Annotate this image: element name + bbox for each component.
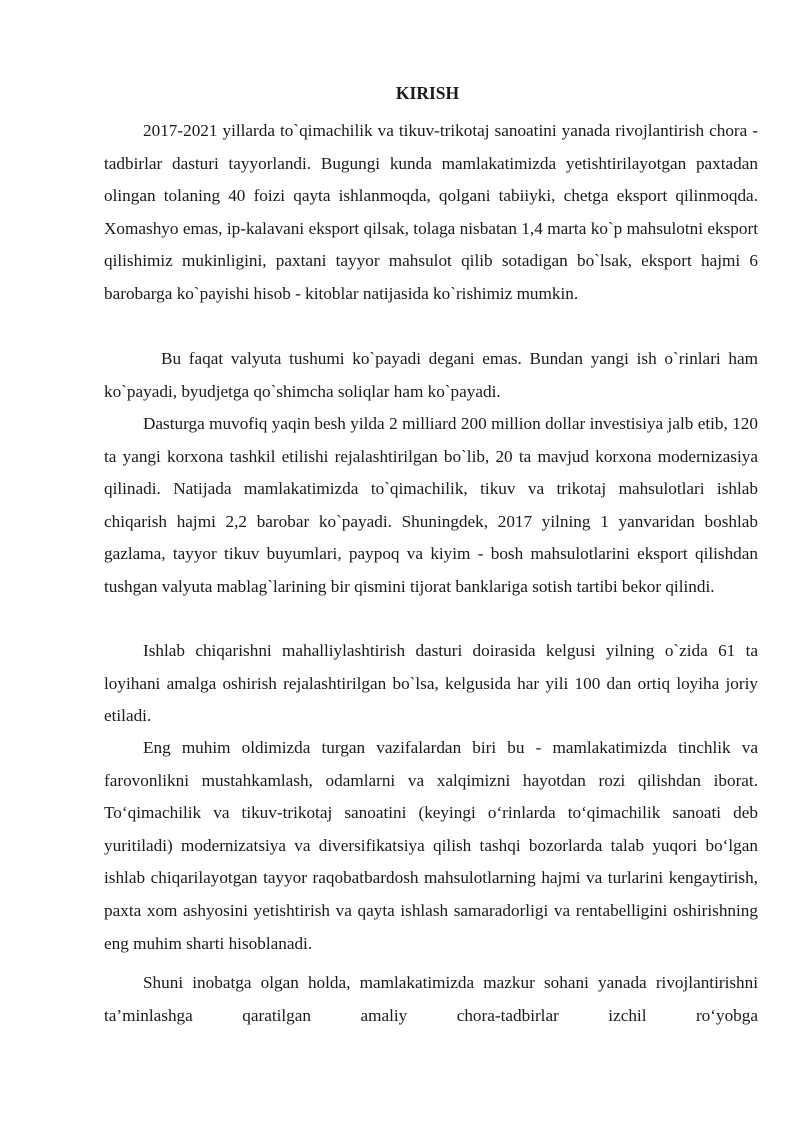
paragraph-2: Bu faqat valyuta tushumi ko`payadi degani emas. Bundan yangi ish o`rinlari ham ko`payadi, byudjetga qo`shimcha soliqlar ham ko`payadi. (104, 349, 758, 401)
page-title: KIRISH (395, 83, 460, 103)
paragraph-1: 2017-2021 yillarda to`qimachilik va tikuv-trikotaj sanoatini yanada rivojlantirish chora - tadbirlar dasturi tayyorlandi. Bugungi kunda mamlakatimizda yetishtirilayotgan paxtadan olingan tolaning 40 foizi qayta ishlanmoqda, qolgani tabiiyki, chetga eksport qilinmoqda. Xomashyo emas, ip-kalavani eksport qilsak, tolaga nisbatan 1,4 marta ko`p mahsulotni eksport qilishimiz mukinligini, paxtani tayyor mahsulot qilib sotadigan bo`lsak, eksport hajmi 6 barobarga ko`payishi hisob - kitoblar natijasida ko`rishimiz mumkin. (104, 121, 758, 303)
paragraph-6: Shuni inobatga olgan holda, mamlakatimizda mazkur sohani yanada rivojlantirishni ta’minlashga qaratilgan amaliy chora-tadbirlar izchil ro‘yobga (104, 973, 758, 1025)
paragraph-4: Ishlab chiqarishni mahalliylashtirish dasturi doirasida kelgusi yilning o`zida 61 ta loyihani amalga oshirish rejalashtirilgan bo`lsa, kelgusida har yili 100 dan ortiq loyiha joriy etiladi. (104, 641, 758, 726)
paragraph-5: Eng muhim oldimizda turgan vazifalardan biri bu - mamlakatimizda tinchlik va farovonlikni mustahkamlash, odamlarni va xalqimizni hayotdan rozi qilishdan iborat. To‘qimachilik va tikuv-trikotaj sanoatini (keyingi o‘rinlarda to‘qimachilik sanoati deb yuritiladi) modernizatsiya va diversifikatsiya qilish tashqi bozorlarda talab yuqori bo‘lgan ishlab chiqarilayotgan tayyor raqobatbardosh mahsulotlarning hajmi va turlarini kengaytirish, paxta xom ashyosini yetishtirish va qayta ishlash samaradorligi va rentabelligini oshirishning eng muhim sharti hisoblanadi. (104, 738, 758, 953)
paragraph-3: Dasturga muvofiq yaqin besh yilda 2 milliard 200 million dollar investisiya jalb etib, 120 ta yangi korxona tashkil etilishi rejalashtirilgan bo`lib, 20 ta mavjud korxona modernizasiya qilinadi. Natijada mamlakatimizda to`qimachilik, tikuv va trikotaj mahsulotlari ishlab chiqarish hajmi 2,2 barobar ko`payadi. Shuningdek, 2017 yilning 1 yanvaridan boshlab gazlama, tayyor tikuv buyumlari, paypoq va kiyim - bosh mahsulotlarini eksport qilishdan tushgan valyuta mablag`larining bir qismini tijorat banklariga sotish tartibi bekor qilindi. (104, 414, 758, 596)
